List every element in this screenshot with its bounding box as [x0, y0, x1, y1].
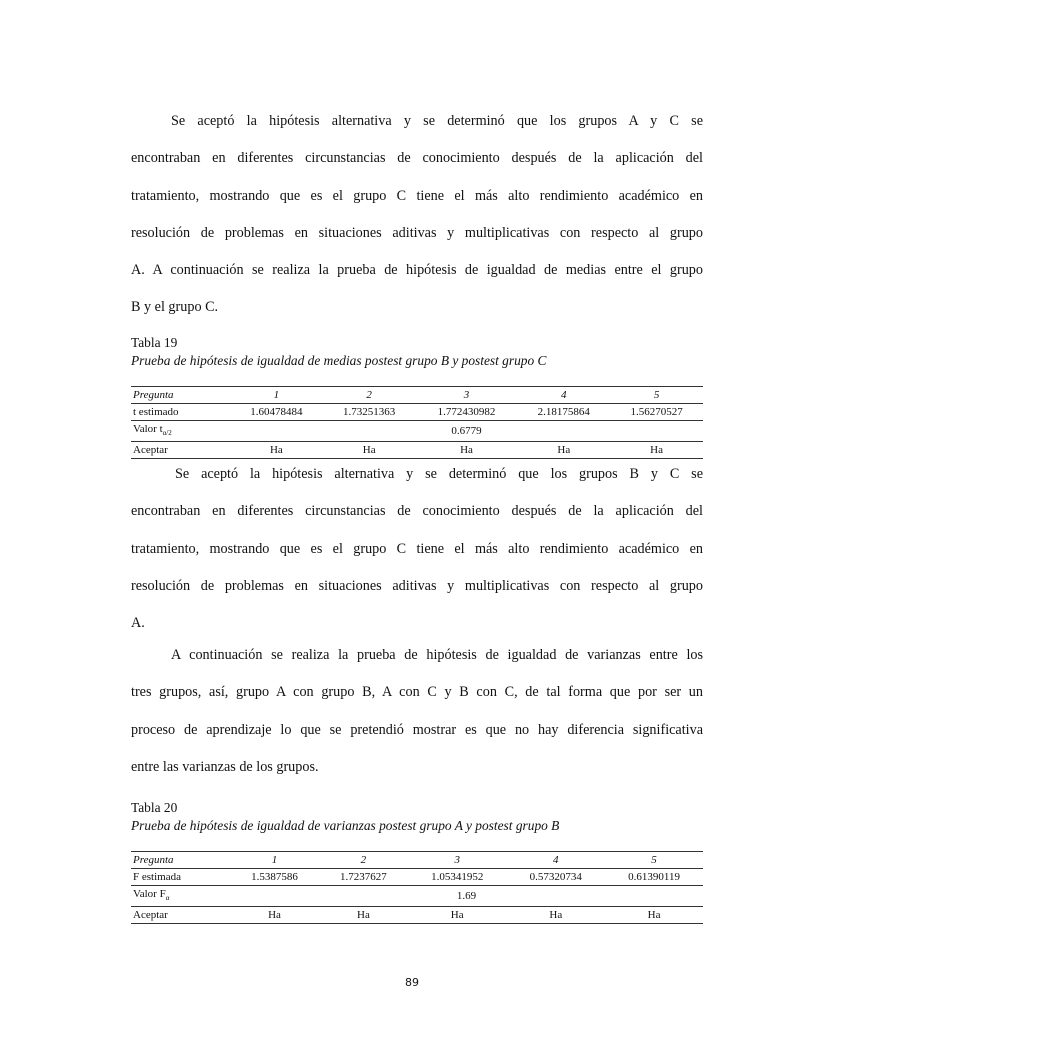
table-row [131, 886, 703, 907]
table-cell: Ha [557, 444, 571, 457]
table-19-number: Tabla 19 [131, 335, 178, 350]
table-19 [131, 386, 703, 459]
paragraph-line: encontraban en diferentes circunstancias de conocimiento después de la aplicación del [131, 150, 703, 167]
table-cell: 2.18175864 [537, 406, 590, 418]
table-20-title: Prueba de hipótesis de igualdad de varianzas postest grupo A y postest grupo B [131, 818, 560, 833]
paragraph-line: A. A continuación se realiza la prueba de hipótesis de igualdad de medias entre el grupo [131, 262, 703, 279]
paragraph-hypothesis-b-c [131, 456, 703, 642]
table-header-cell: 4 [561, 389, 567, 401]
table-row [131, 404, 703, 421]
table-cell: 1.7237627 [340, 871, 387, 883]
paragraph-line: tres grupos, así, grupo A con grupo B, A con C y B con C, de tal forma que por ser un [131, 684, 703, 701]
table-cell: 1.56270527 [630, 406, 683, 418]
table-cell: 1.60478484 [250, 406, 303, 418]
table-header-cell: 1 [273, 389, 280, 401]
table-header-cell: 4 [553, 854, 559, 866]
table-header-cell: 5 [653, 389, 660, 401]
table-cell: Ha [268, 909, 281, 922]
table-cell: 1.69 [456, 890, 477, 903]
table-cell: F estimada [133, 871, 181, 883]
table-header-cell: Pregunta [133, 389, 174, 401]
table-cell: Ha [647, 909, 661, 922]
table-cell: 1.5387586 [251, 871, 298, 883]
table-cell: t estimado [133, 406, 179, 418]
paragraph-line: resolución de problemas en situaciones aditivas y multiplicativas con respecto al grupo [131, 577, 703, 594]
table-cell: 1.05341952 [431, 871, 484, 883]
table-20-caption [131, 799, 559, 835]
table-cell: Ha [357, 909, 370, 922]
table-19-title: Prueba de hipótesis de igualdad de medias postest grupo B y postest grupo C [131, 353, 547, 368]
table-header-cell: 1 [271, 854, 278, 866]
table-cell: 0.6779 [451, 425, 482, 438]
table-cell: Valor $F_\alpha$ [133, 888, 170, 903]
table-cell: Ha [362, 444, 376, 457]
table-header-row [131, 387, 703, 404]
paragraph-line: A. [131, 615, 145, 632]
table-cell: 0.61390119 [628, 871, 680, 883]
table-header-cell: 5 [651, 854, 657, 866]
paragraph-line: Se aceptó la hipótesis alternativa y se determinó que los grupos B y C se [175, 466, 703, 482]
table-cell: 1.73251363 [343, 406, 396, 418]
paragraph-line: A continuación se realiza la prueba de hipótesis de igualdad de varianzas entre los [171, 647, 703, 663]
table-19-caption [131, 334, 546, 370]
table-row [131, 907, 703, 924]
table-header-cell: Pregunta [133, 854, 174, 866]
table-header-cell: 3 [463, 389, 470, 401]
paragraph-line: Se aceptó la hipótesis alternativa y se determinó que los grupos A y C se [171, 113, 703, 129]
table-cell: Aceptar [133, 444, 168, 457]
paragraph-line: B y el grupo C. [131, 299, 219, 316]
table-row [131, 421, 703, 442]
paragraph-line: proceso de aprendizaje lo que se pretendió mostrar es que no hay diferencia significativa [131, 721, 703, 738]
paragraph-hypothesis-a-c [131, 103, 703, 327]
table-header-cell: 2 [366, 389, 372, 401]
paragraph-line: tratamiento, mostrando que es el grupo C tiene el más alto rendimiento académico en [131, 540, 703, 557]
paragraph-variance-test [131, 637, 703, 786]
table-header-row [131, 852, 703, 869]
paragraph-line: entre las varianzas de los grupos. [131, 758, 319, 775]
paragraph-line: encontraban en diferentes circunstancias de conocimiento después de la aplicación del [131, 503, 703, 520]
table-cell: 0.57320734 [529, 871, 582, 883]
page-number: 89 [405, 976, 419, 989]
table-20 [131, 851, 703, 924]
table-cell: Ha [460, 444, 473, 457]
table-cell: Valor $t_{\alpha/2}$ [133, 423, 172, 438]
table-cell: Ha [269, 444, 283, 457]
table-header-cell: 3 [454, 854, 460, 866]
table-cell: Ha [650, 444, 663, 457]
table-cell: Ha [450, 909, 464, 922]
subscript: α [165, 894, 170, 903]
subscript: α/2 [162, 429, 172, 438]
table-cell: Aceptar [133, 909, 168, 922]
table-cell: Ha [549, 909, 563, 922]
table-cell: 1.772430982 [437, 406, 496, 418]
paragraph-line: tratamiento, mostrando que es el grupo C tiene el más alto rendimiento académico en [131, 187, 703, 204]
table-header-cell: 2 [360, 854, 367, 866]
paragraph-line: resolución de problemas en situaciones aditivas y multiplicativas con respecto al grupo [131, 224, 703, 241]
table-row [131, 869, 703, 886]
table-20-number: Tabla 20 [131, 800, 178, 815]
